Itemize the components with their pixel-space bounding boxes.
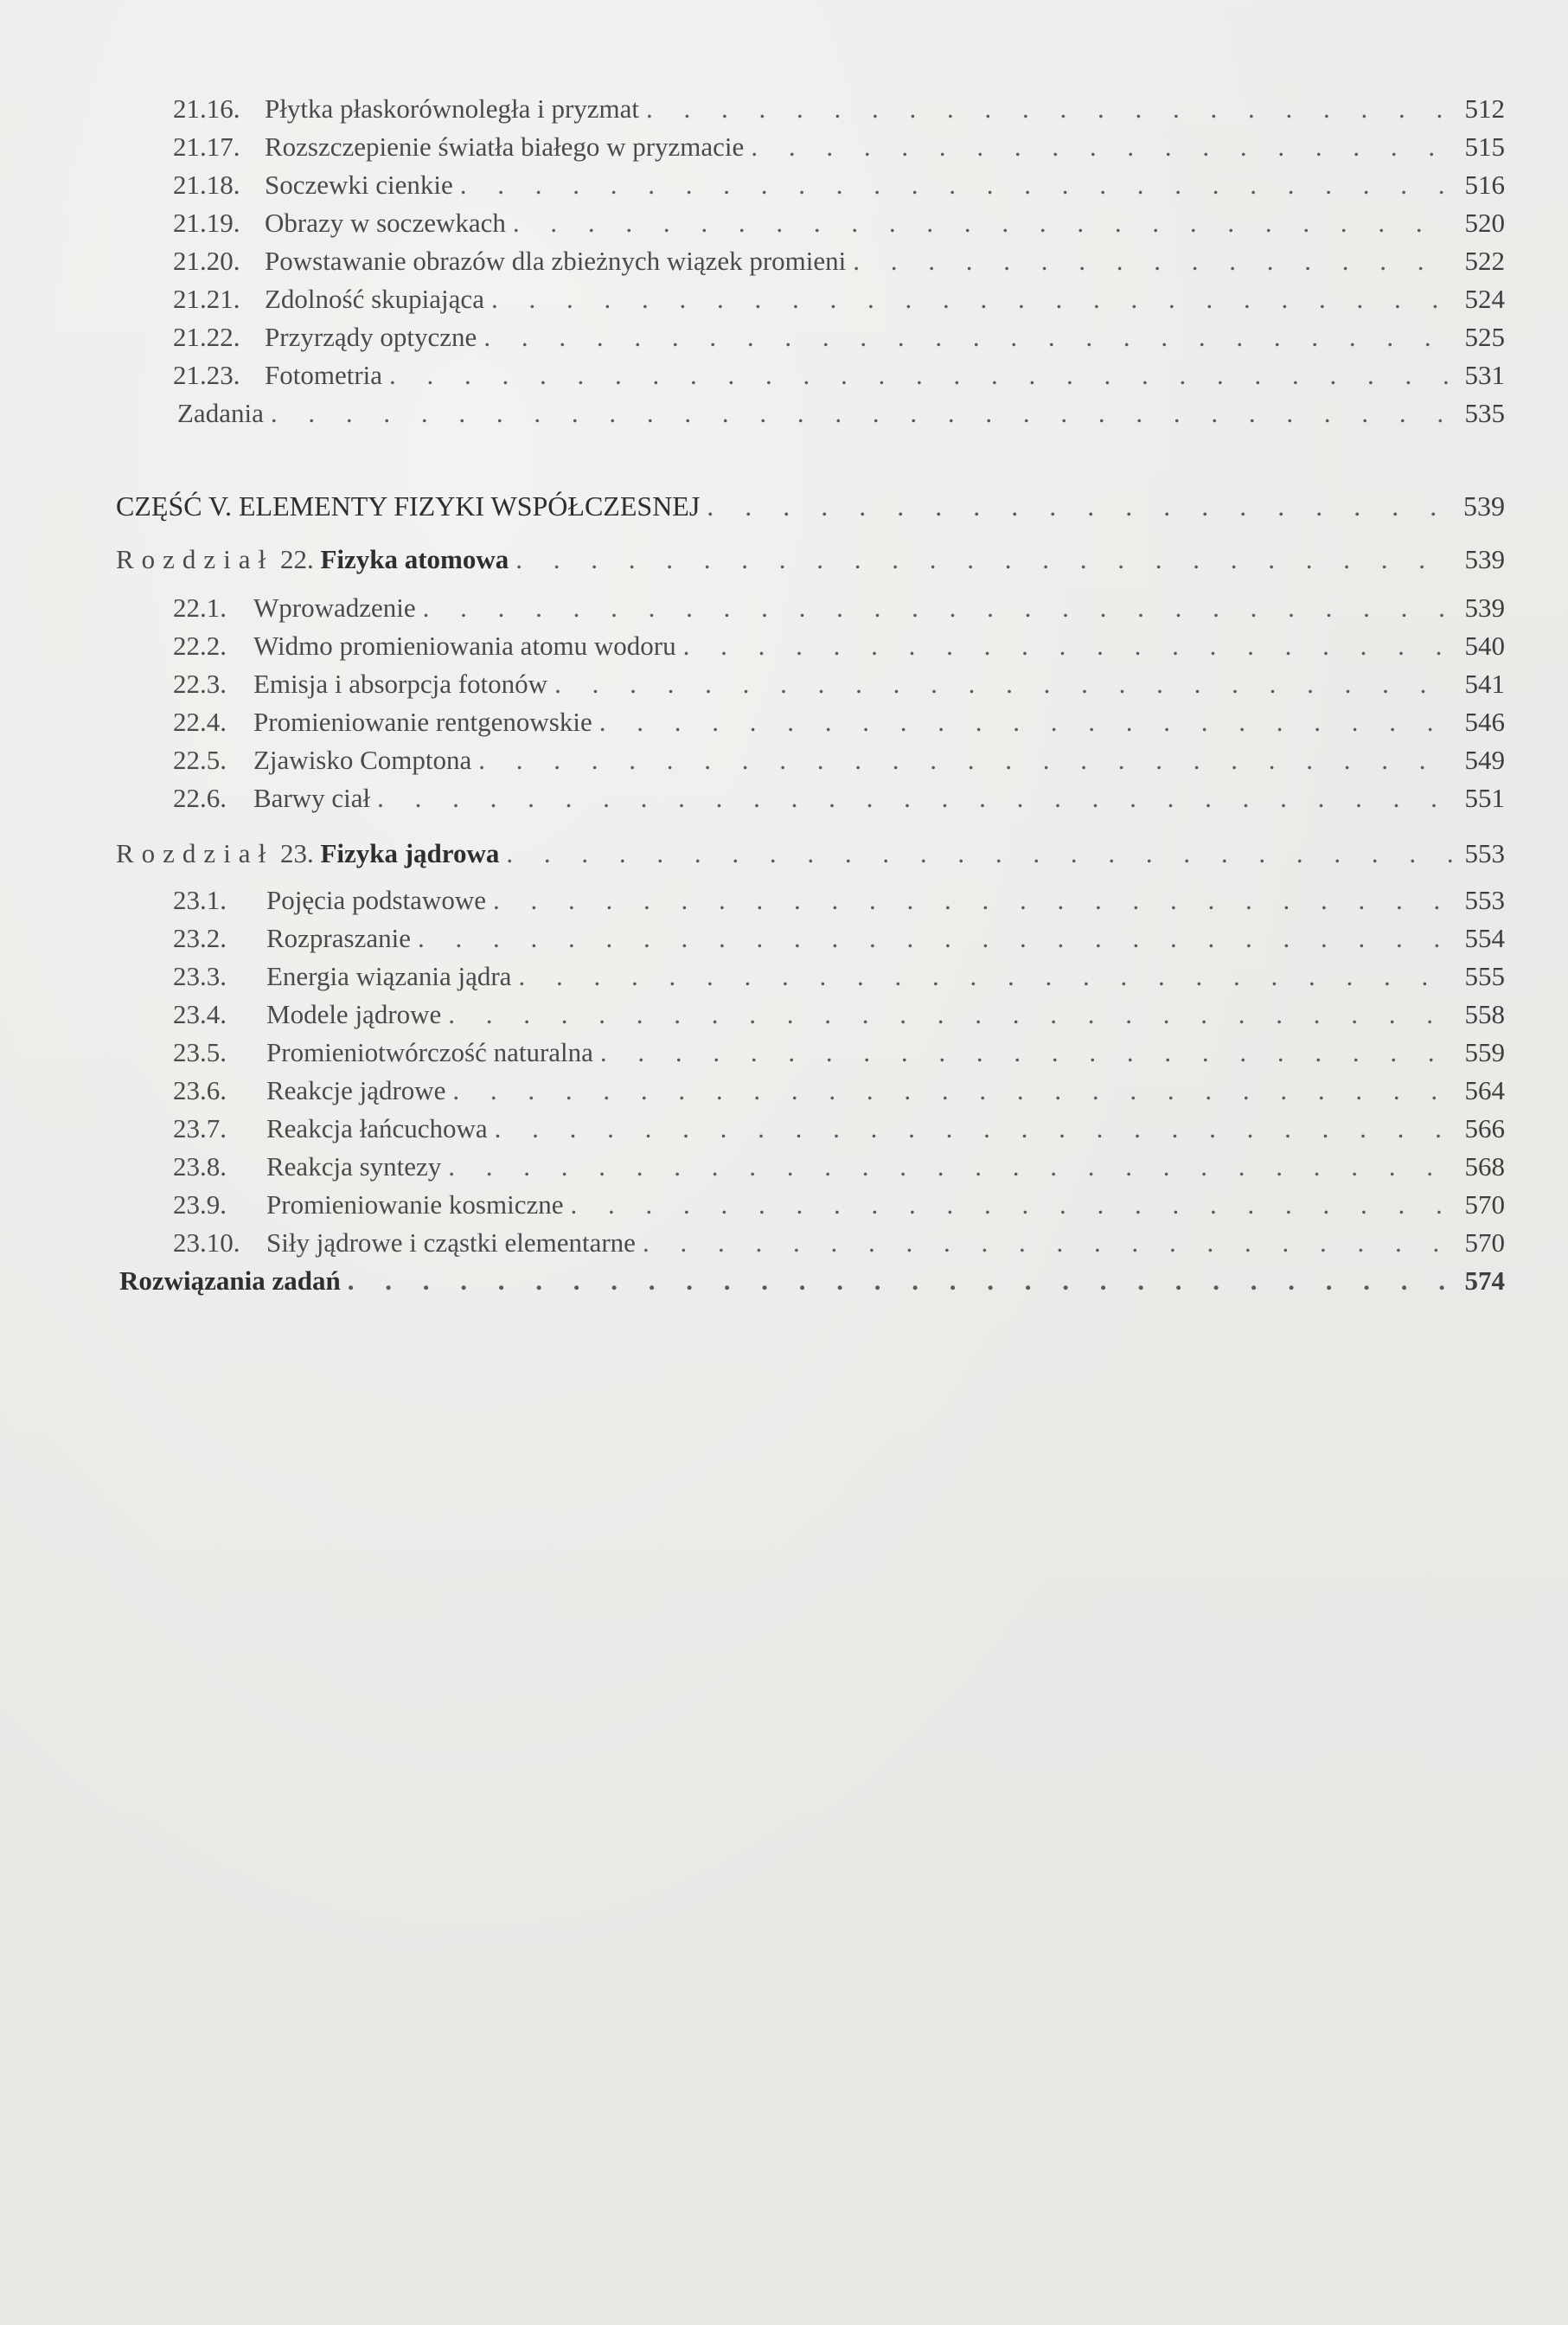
dot-leader <box>460 168 1453 202</box>
section-number: 21.20. <box>173 246 240 276</box>
section-number: 21.19. <box>173 208 240 238</box>
dot-leader <box>348 1264 1453 1298</box>
toc-entry <box>173 781 1505 816</box>
page-number: 554 <box>1464 923 1505 953</box>
page-number: 551 <box>1464 783 1505 813</box>
toc-chapter-heading <box>116 836 1505 871</box>
section-title: Barwy ciał <box>253 783 371 813</box>
section-title: Widmo promieniowania atomu wodoru <box>253 631 676 661</box>
section-title: Rozpraszanie <box>266 923 411 953</box>
dot-leader <box>600 1035 1453 1070</box>
chapter-heading <box>116 836 506 871</box>
page-number: 570 <box>1464 1227 1505 1258</box>
page-number: 522 <box>1464 246 1505 276</box>
chapter-heading <box>116 542 515 577</box>
section-number: 22.4. <box>173 707 227 737</box>
section-title: Fotometria <box>265 360 383 390</box>
chapter-number: 22. <box>279 544 314 574</box>
section-number: 23.6. <box>173 1075 227 1105</box>
toc-entry-exercises <box>177 396 1505 431</box>
toc-entry <box>173 92 1505 126</box>
page-number: 515 <box>1464 131 1505 162</box>
section-number: 21.22. <box>173 322 240 352</box>
page-number: 555 <box>1464 961 1505 991</box>
dot-leader <box>448 997 1453 1032</box>
section-title: Zjawisko Comptona <box>253 745 472 775</box>
dot-leader <box>515 542 1453 577</box>
toc-entry <box>173 1035 1505 1070</box>
dot-leader <box>495 1111 1453 1146</box>
section-number: 22.1. <box>173 592 227 623</box>
dot-leader <box>707 489 1453 523</box>
dot-leader <box>493 883 1453 918</box>
toc-entry <box>173 921 1505 956</box>
page-number: 564 <box>1464 1075 1505 1105</box>
section-number: 22.5. <box>173 745 227 775</box>
section-title: Emisja i absorpcja fotonów <box>253 669 548 699</box>
toc-entry <box>173 591 1505 625</box>
section-number: 21.23. <box>173 360 240 390</box>
page-number: 512 <box>1464 93 1505 124</box>
page-number: 539 <box>1464 592 1505 623</box>
dot-leader <box>571 1188 1454 1222</box>
dot-leader <box>448 1150 1453 1184</box>
section-title: Zdolność skupiająca <box>265 284 484 314</box>
dot-leader <box>377 781 1453 816</box>
section-number: 23.9. <box>173 1189 227 1220</box>
toc-entry <box>173 168 1505 202</box>
section-number: 21.18. <box>173 170 240 200</box>
section-number: 22.2. <box>173 631 227 661</box>
page-number: 574 <box>1464 1265 1505 1296</box>
section-number: 23.1. <box>173 885 227 915</box>
section-title: Wprowadzenie <box>253 592 416 623</box>
section-number: 23.10. <box>173 1227 240 1258</box>
dot-leader <box>423 591 1453 625</box>
dot-leader <box>452 1073 1453 1108</box>
toc-entry <box>173 1188 1505 1222</box>
toc-entry-solutions <box>119 1264 1505 1298</box>
dot-leader <box>478 743 1453 778</box>
toc-entry <box>173 130 1505 164</box>
toc-chapter-heading <box>116 542 1505 577</box>
section-title: Powstawanie obrazów dla zbieżnych wiązek promieni <box>265 246 847 276</box>
toc-entry <box>173 959 1505 994</box>
dot-leader <box>491 282 1453 317</box>
toc-entry <box>173 282 1505 317</box>
toc-entry <box>173 667 1505 701</box>
section-title: Przyrządy optyczne <box>265 322 477 352</box>
page-number: 541 <box>1464 669 1505 699</box>
page-number: 559 <box>1464 1037 1505 1067</box>
section-number: 21.21. <box>173 284 240 314</box>
section-number: 22.6. <box>173 783 227 813</box>
page-number: 525 <box>1464 322 1505 352</box>
section-title: Energia wiązania jądra <box>266 961 512 991</box>
page-number: 540 <box>1464 631 1505 661</box>
page-number: 520 <box>1464 208 1505 238</box>
dot-leader <box>646 92 1453 126</box>
page-number: 568 <box>1464 1151 1505 1182</box>
section-number: 23.5. <box>173 1037 227 1067</box>
page-number: 570 <box>1464 1189 1505 1220</box>
section-title: Siły jądrowe i cząstki elementarne <box>266 1227 636 1258</box>
section-number: 21.17. <box>173 131 240 162</box>
dot-leader <box>418 921 1453 956</box>
chapter-prefix: Rozdział <box>116 544 274 574</box>
section-title: Reakcja łańcuchowa <box>266 1113 488 1143</box>
section-title: Soczewki cienkie <box>265 170 453 200</box>
section-title: Promieniotwórczość naturalna <box>266 1037 593 1067</box>
page-number: 558 <box>1464 999 1505 1029</box>
toc-entry <box>173 743 1505 778</box>
section-number: 23.7. <box>173 1113 227 1143</box>
dot-leader <box>643 1226 1453 1260</box>
dot-leader <box>751 130 1453 164</box>
dot-leader <box>271 396 1453 431</box>
section-title: Promieniowanie rentgenowskie <box>253 707 592 737</box>
chapter-number: 23. <box>279 838 314 868</box>
section-title: Reakcja syntezy <box>266 1151 442 1182</box>
part-title: CZĘŚĆ V. ELEMENTY FIZYKI WSPÓŁCZESNEJ <box>116 490 701 522</box>
dot-leader <box>853 244 1453 279</box>
toc-entry <box>173 320 1505 355</box>
toc-entry <box>173 883 1505 918</box>
toc-entry <box>173 1150 1505 1184</box>
page-number: 516 <box>1464 170 1505 200</box>
toc-entry <box>173 358 1505 393</box>
page-number: 549 <box>1464 745 1505 775</box>
section-number: 21.16. <box>173 93 240 124</box>
toc-entry <box>173 997 1505 1032</box>
section-title: Promieniowanie kosmiczne <box>266 1189 564 1220</box>
dot-leader <box>683 629 1453 663</box>
section-title: Obrazy w soczewkach <box>265 208 506 238</box>
section-number: 23.4. <box>173 999 227 1029</box>
toc-entry <box>173 244 1505 279</box>
section-number: 23.8. <box>173 1151 227 1182</box>
exercises-title: Zadania <box>177 398 264 428</box>
section-title: Płytka płaskorównoległa i pryzmat <box>265 93 640 124</box>
chapter-title: Fizyka atomowa <box>320 544 509 574</box>
dot-leader <box>518 959 1453 994</box>
dot-leader <box>599 705 1453 740</box>
page-number: 539 <box>1464 544 1505 574</box>
dot-leader <box>389 358 1453 393</box>
page-number: 524 <box>1464 284 1505 314</box>
section-title: Reakcje jądrowe <box>266 1075 446 1105</box>
section-number: 22.3. <box>173 669 227 699</box>
toc-part-heading <box>116 489 1505 523</box>
toc-entry <box>173 1226 1505 1260</box>
dot-leader <box>554 667 1453 701</box>
page-number: 553 <box>1464 838 1505 868</box>
toc-entry <box>173 206 1505 240</box>
toc-entry <box>173 629 1505 663</box>
toc-entry <box>173 1073 1505 1108</box>
section-title: Rozszczepienie światła białego w pryzmacie <box>265 131 745 162</box>
section-title: Pojęcia podstawowe <box>266 885 486 915</box>
toc-entry <box>173 705 1505 740</box>
section-title: Modele jądrowe <box>266 999 442 1029</box>
page-number: 546 <box>1464 707 1505 737</box>
page-number: 566 <box>1464 1113 1505 1143</box>
section-number: 23.2. <box>173 923 227 953</box>
page-number: 531 <box>1464 360 1505 390</box>
chapter-title: Fizyka jądrowa <box>320 838 500 868</box>
chapter-prefix: Rozdział <box>116 838 274 868</box>
toc-entry <box>173 1111 1505 1146</box>
section-number: 23.3. <box>173 961 227 991</box>
solutions-title: Rozwiązania zadań <box>119 1265 341 1296</box>
page-number: 535 <box>1464 398 1505 428</box>
page-number: 553 <box>1464 885 1505 915</box>
dot-leader <box>483 320 1453 355</box>
page-number: 539 <box>1463 490 1505 522</box>
dot-leader <box>513 206 1453 240</box>
dot-leader <box>506 836 1453 871</box>
